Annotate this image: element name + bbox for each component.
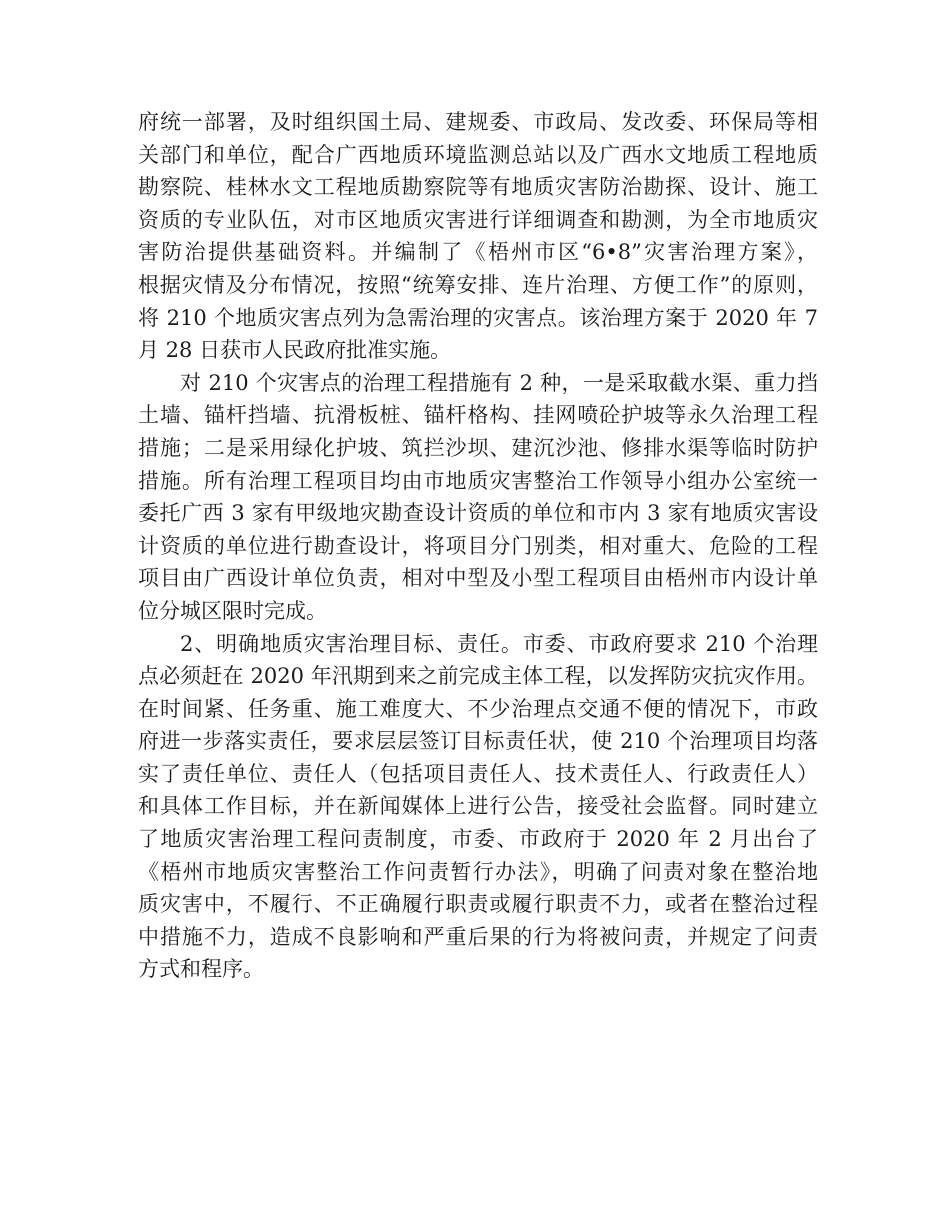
text-line: 府进一步落实责任，要求层层签订目标责任状，使 210 个治理项目均落 — [138, 729, 818, 754]
text-line: 勘察院、桂林水文工程地质勘察院等有地质灾害防治勘探、设计、施工 — [138, 175, 818, 200]
text-line: 害防治提供基础资料。并编制了《梧州市区“6•8”灾害治理方案》， — [138, 240, 818, 265]
text-line: 项目由广西设计单位负责，相对中型及小型工程项目由梧州市内设计单 — [138, 566, 818, 591]
text-line: 实了责任单位、责任人（包括项目责任人、技术责任人、行政责任人） — [138, 761, 818, 786]
text-line: 了地质灾害治理工程问责制度，市委、市政府于 2020 年 2 月出台了 — [138, 827, 818, 852]
paragraph-3 — [138, 628, 818, 987]
text-line: 措施。所有治理工程项目均由市地质灾害整治工作领导小组办公室统一 — [138, 468, 818, 493]
text-line: 资质的专业队伍，对市区地质灾害进行详细调查和勘测，为全市地质灾 — [138, 207, 818, 232]
text-line: 对 210 个灾害点的治理工程措施有 2 种，一是采取截水渠、重力挡 — [180, 370, 818, 395]
text-line: 委托广西 3 家有甲级地灾勘查设计资质的单位和市内 3 家有地质灾害设 — [138, 501, 818, 526]
text-line: 中措施不力，造成不良影响和严重后果的行为将被问责，并规定了问责 — [138, 924, 818, 949]
text-line: 关部门和单位，配合广西地质环境监测总站以及广西水文地质工程地质 — [138, 142, 818, 167]
text-line: 将 210 个地质灾害点列为急需治理的灾害点。该治理方案于 2020 年 7 — [138, 305, 818, 330]
text-line: 措施；二是采用绿化护坡、筑拦沙坝、建沉沙池、修排水渠等临时防护 — [138, 435, 818, 460]
text-line: 府统一部署，及时组织国土局、建规委、市政局、发改委、环保局等相 — [138, 110, 818, 134]
text-line: 点必须赶在 2020 年汛期到来之前完成主体工程，以发挥防灾抗灾作用。 — [138, 664, 818, 689]
text-line: 计资质的单位进行勘查设计，将项目分门别类，相对重大、危险的工程 — [138, 533, 818, 558]
text-line: 《梧州市地质灾害整治工作问责暂行办法》，明确了问责对象在整治地 — [138, 859, 818, 884]
text-line: 2、明确地质灾害治理目标、责任。市委、市政府要求 210 个治理 — [180, 631, 818, 656]
paragraph-1 — [138, 106, 818, 367]
text-line: 根据灾情及分布情况，按照“统筹安排、连片治理、方便工作”的原则， — [138, 272, 818, 297]
text-line: 在时间紧、任务重、施工难度大、不少治理点交通不便的情况下，市政 — [138, 696, 818, 721]
text-line: 和具体工作目标，并在新闻媒体上进行公告，接受社会监督。同时建立 — [138, 794, 818, 819]
paragraph-2 — [138, 367, 818, 628]
text-line: 土墙、锚杆挡墙、抗滑板桩、锚杆格构、挂网喷砼护坡等永久治理工程 — [138, 403, 818, 428]
document-body — [138, 106, 818, 986]
text-line: 月 28 日获市人民政府批准实施。 — [138, 338, 452, 363]
text-line: 位分城区限时完成。 — [138, 598, 327, 623]
text-line: 方式和程序。 — [138, 957, 264, 982]
text-line: 质灾害中，不履行、不正确履行职责或履行职责不力，或者在整治过程 — [138, 892, 818, 917]
